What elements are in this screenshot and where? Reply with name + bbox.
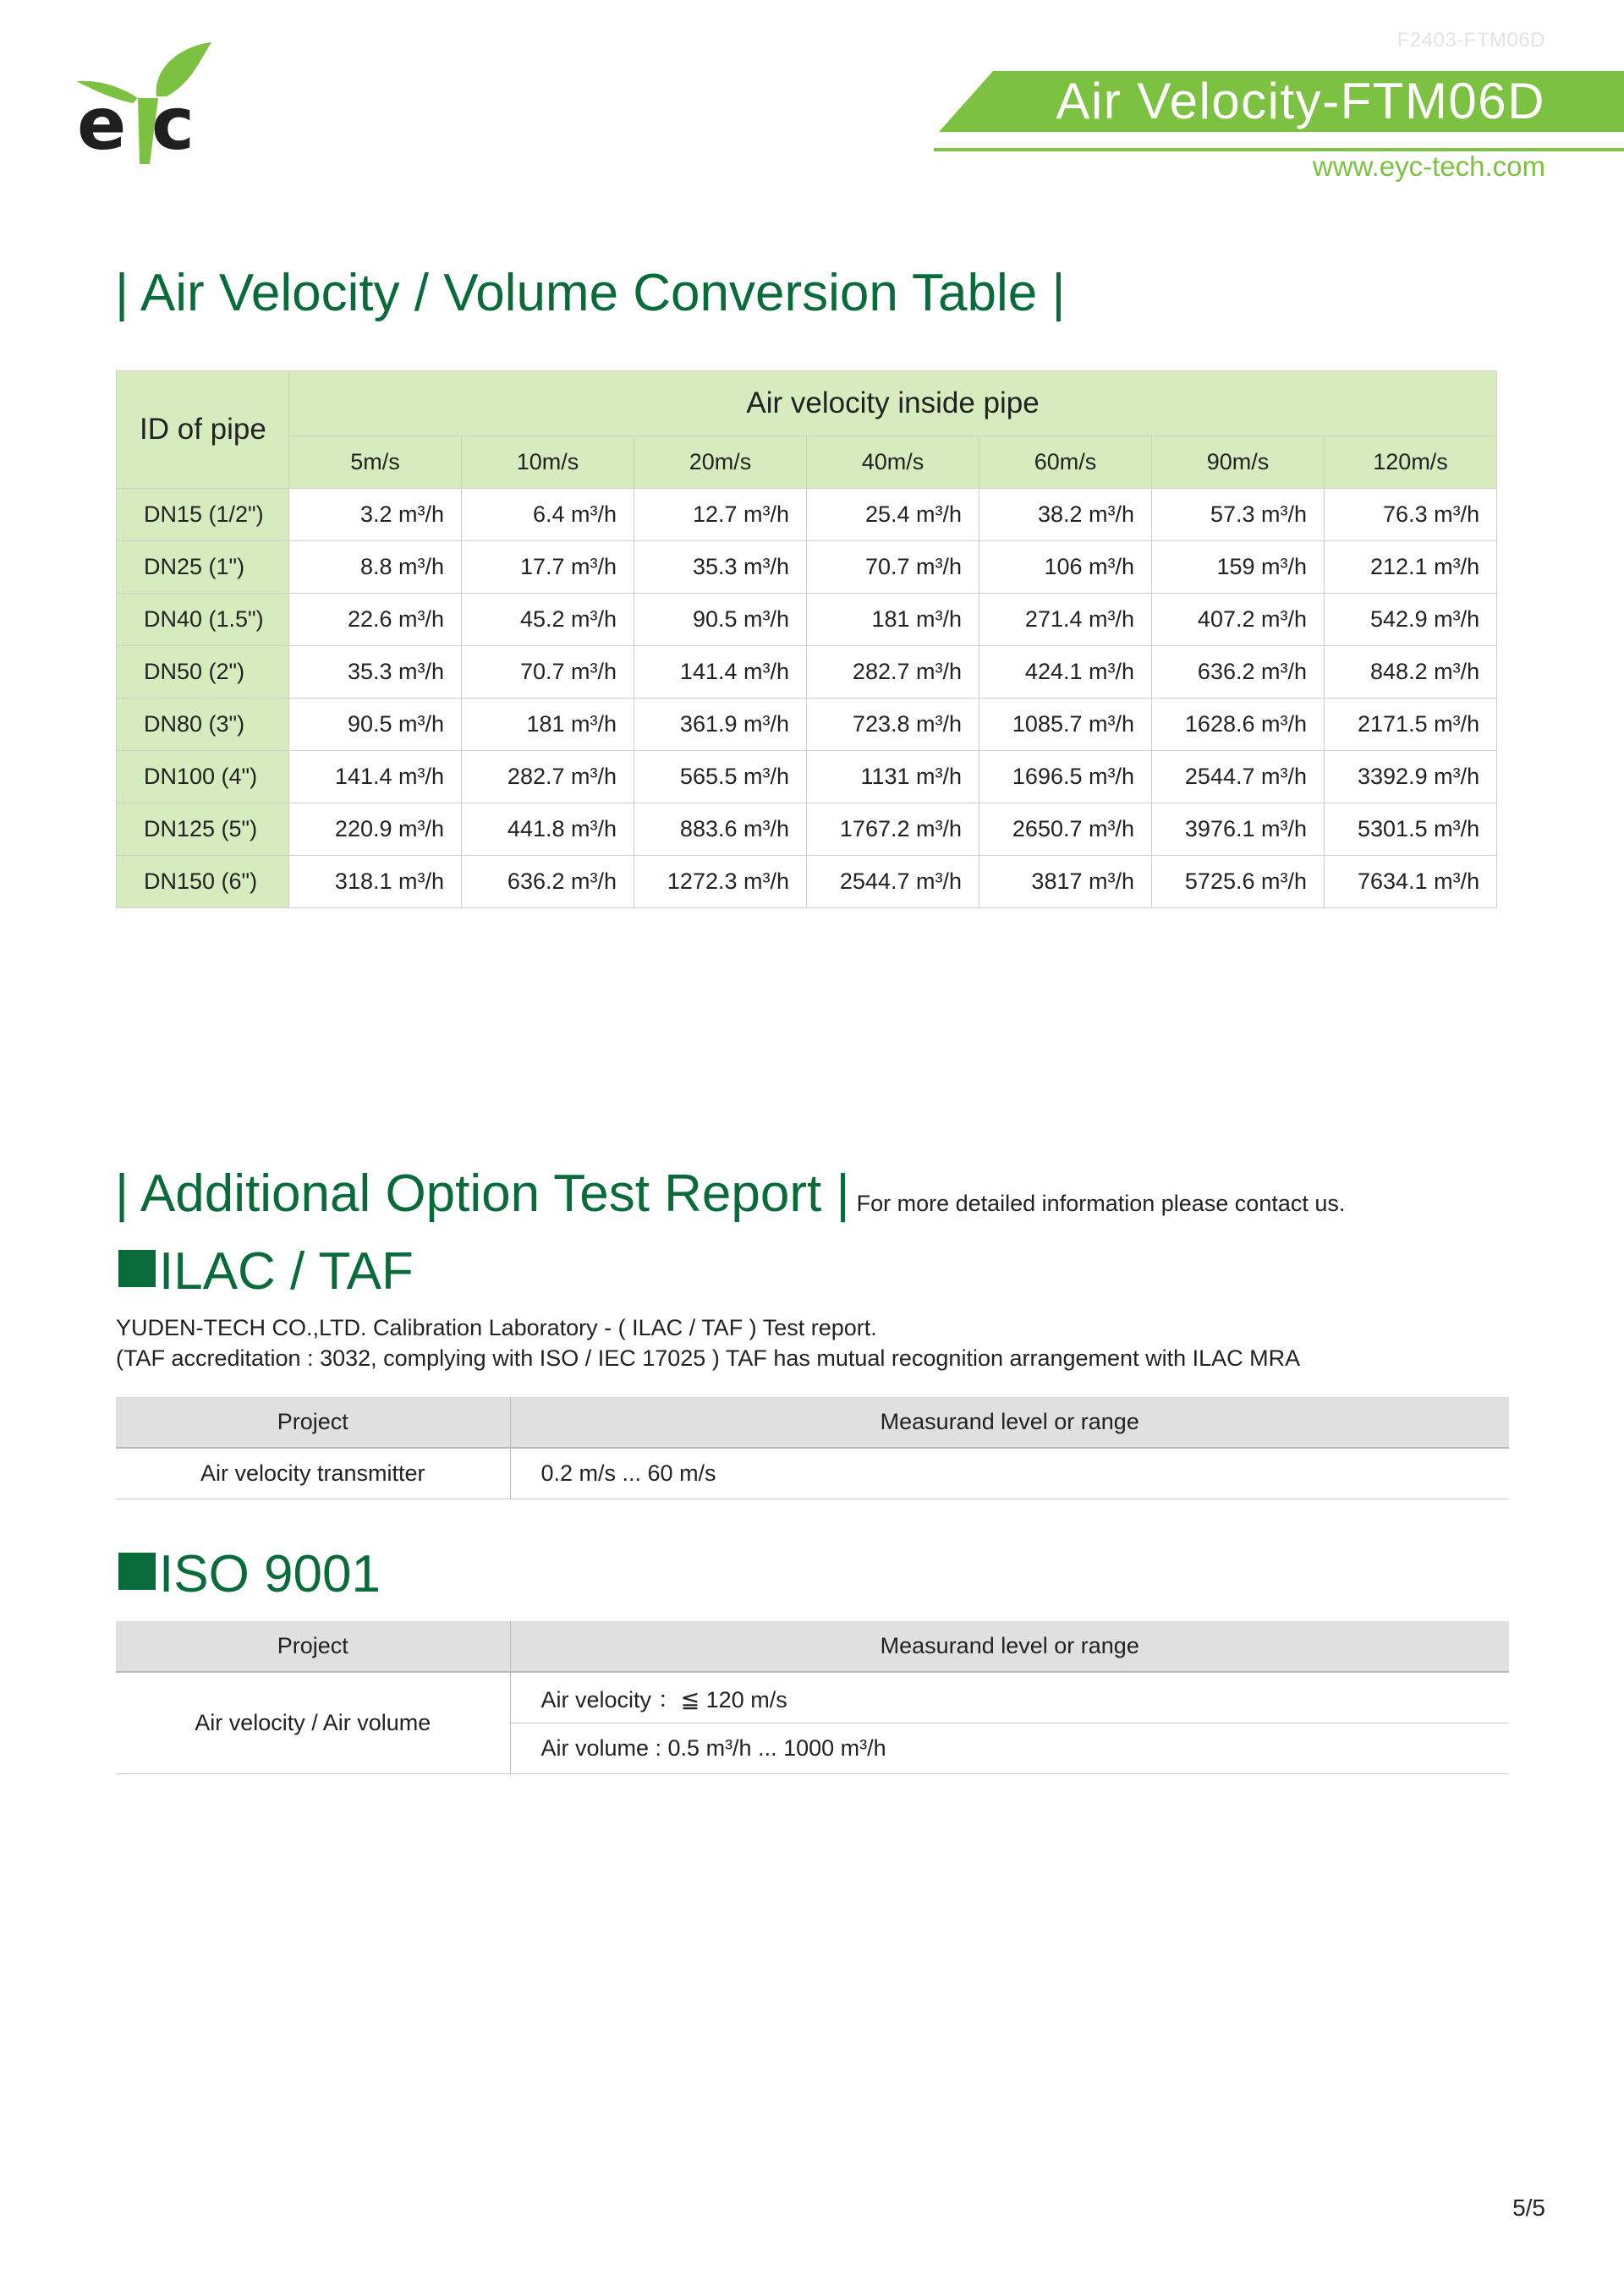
volume-cell: 38.2 m³/h xyxy=(979,489,1152,541)
iso-project-header: Project xyxy=(116,1621,510,1672)
ilac-description xyxy=(116,1312,1300,1373)
volume-cell: 35.3 m³/h xyxy=(634,541,807,594)
iso-project-cell: Air velocity / Air volume xyxy=(116,1672,510,1774)
pipe-size-cell: DN40 (1.5") xyxy=(117,594,289,646)
volume-cell: 212.1 m³/h xyxy=(1325,541,1497,594)
volume-cell: 723.8 m³/h xyxy=(807,699,979,751)
volume-cell: 636.2 m³/h xyxy=(462,856,634,908)
velocity-header-row xyxy=(117,436,1497,489)
ilac-heading-text: ILAC / TAF xyxy=(159,1242,414,1301)
website-link[interactable]: www.eyc-tech.com xyxy=(1312,151,1545,182)
volume-cell: 2171.5 m³/h xyxy=(1325,699,1497,751)
table-row xyxy=(116,1672,1509,1723)
table-row xyxy=(117,541,1497,594)
table-row xyxy=(116,1448,1509,1499)
iso-heading-text: ISO 9001 xyxy=(159,1545,381,1603)
iso-range-header: Measurand level or range xyxy=(510,1621,1509,1672)
volume-cell: 565.5 m³/h xyxy=(634,751,807,803)
volume-cell: 25.4 m³/h xyxy=(807,489,979,541)
table-row xyxy=(117,856,1497,908)
table-row xyxy=(117,699,1497,751)
volume-cell: 1628.6 m³/h xyxy=(1152,699,1325,751)
pipe-size-cell: DN25 (1") xyxy=(117,541,289,594)
volume-cell: 441.8 m³/h xyxy=(462,803,634,856)
ilac-line-2: (TAF accreditation : 3032, complying with ISO / IEC 17025 ) TAF has mutual recognition arrangement with ILAC MRA xyxy=(116,1345,1301,1371)
iso-range-cell-2: Air volume : 0.5 m³/h ... 1000 m³/h xyxy=(510,1723,1509,1774)
table-row xyxy=(117,646,1497,699)
volume-cell: 883.6 m³/h xyxy=(634,803,807,856)
volume-cell: 57.3 m³/h xyxy=(1152,489,1325,541)
volume-cell: 424.1 m³/h xyxy=(979,646,1152,699)
volume-cell: 76.3 m³/h xyxy=(1325,489,1497,541)
volume-cell: 70.7 m³/h xyxy=(462,646,634,699)
volume-cell: 3817 m³/h xyxy=(979,856,1152,908)
volume-cell: 181 m³/h xyxy=(807,594,979,646)
document-code: F2403-FTM06D xyxy=(1396,29,1545,52)
volume-cell: 636.2 m³/h xyxy=(1152,646,1325,699)
volume-cell: 8.8 m³/h xyxy=(289,541,462,594)
pipe-size-cell: DN80 (3") xyxy=(117,699,289,751)
volume-cell: 70.7 m³/h xyxy=(807,541,979,594)
ilac-line-1: YUDEN-TECH CO.,LTD. Calibration Laboratory - ( ILAC / TAF ) Test report. xyxy=(116,1315,877,1340)
volume-cell: 7634.1 m³/h xyxy=(1325,856,1497,908)
page-number: 5/5 xyxy=(1512,2195,1545,2221)
ilac-table xyxy=(116,1397,1509,1499)
pipe-size-cell: DN150 (6") xyxy=(117,856,289,908)
volume-cell: 5725.6 m³/h xyxy=(1152,856,1325,908)
green-square-icon xyxy=(118,1250,156,1287)
ilac-heading xyxy=(118,1242,414,1301)
volume-cell: 106 m³/h xyxy=(979,541,1152,594)
pipe-size-cell: DN50 (2") xyxy=(117,646,289,699)
id-of-pipe-header: ID of pipe xyxy=(117,371,289,489)
velocity-header-cell: 5m/s xyxy=(289,436,462,489)
volume-cell: 2650.7 m³/h xyxy=(979,803,1152,856)
pipe-size-cell: DN125 (5") xyxy=(117,803,289,856)
conversion-table-title: | Air Velocity / Volume Conversion Table | xyxy=(115,264,1066,322)
volume-cell: 542.9 m³/h xyxy=(1325,594,1497,646)
iso-table xyxy=(116,1621,1509,1774)
volume-cell: 271.4 m³/h xyxy=(979,594,1152,646)
volume-cell: 35.3 m³/h xyxy=(289,646,462,699)
ilac-range-header: Measurand level or range xyxy=(510,1397,1509,1448)
volume-cell: 282.7 m³/h xyxy=(807,646,979,699)
volume-cell: 141.4 m³/h xyxy=(289,751,462,803)
ilac-project-cell: Air velocity transmitter xyxy=(116,1448,510,1499)
test-report-title: | Additional Option Test Report | xyxy=(115,1164,850,1223)
table-row xyxy=(117,594,1497,646)
contact-note: For more detailed information please contact us. xyxy=(856,1191,1346,1216)
pipe-size-cell: DN100 (4") xyxy=(117,751,289,803)
volume-cell: 1767.2 m³/h xyxy=(807,803,979,856)
volume-cell: 22.6 m³/h xyxy=(289,594,462,646)
volume-cell: 141.4 m³/h xyxy=(634,646,807,699)
volume-cell: 6.4 m³/h xyxy=(462,489,634,541)
volume-cell: 17.7 m³/h xyxy=(462,541,634,594)
product-title: Air Velocity-FTM06D xyxy=(1056,73,1545,129)
conversion-table-body xyxy=(117,489,1497,908)
velocity-header-cell: 90m/s xyxy=(1152,436,1325,489)
volume-cell: 1085.7 m³/h xyxy=(979,699,1152,751)
volume-cell: 848.2 m³/h xyxy=(1325,646,1497,699)
volume-cell: 361.9 m³/h xyxy=(634,699,807,751)
volume-cell: 3976.1 m³/h xyxy=(1152,803,1325,856)
volume-cell: 318.1 m³/h xyxy=(289,856,462,908)
table-row xyxy=(117,803,1497,856)
pipe-size-cell: DN15 (1/2") xyxy=(117,489,289,541)
volume-cell: 3392.9 m³/h xyxy=(1325,751,1497,803)
volume-cell: 45.2 m³/h xyxy=(462,594,634,646)
volume-cell: 3.2 m³/h xyxy=(289,489,462,541)
volume-cell: 1272.3 m³/h xyxy=(634,856,807,908)
velocity-header-cell: 20m/s xyxy=(634,436,807,489)
volume-cell: 2544.7 m³/h xyxy=(1152,751,1325,803)
svg-text:e: e xyxy=(77,82,127,167)
volume-cell: 90.5 m³/h xyxy=(634,594,807,646)
eyc-logo xyxy=(72,37,216,168)
volume-cell: 2544.7 m³/h xyxy=(807,856,979,908)
air-velocity-group-header: Air velocity inside pipe xyxy=(289,371,1497,436)
volume-cell: 159 m³/h xyxy=(1152,541,1325,594)
volume-cell: 220.9 m³/h xyxy=(289,803,462,856)
table-row xyxy=(117,751,1497,803)
volume-cell: 1696.5 m³/h xyxy=(979,751,1152,803)
ilac-project-header: Project xyxy=(116,1397,510,1448)
iso-heading xyxy=(118,1545,381,1603)
velocity-header-cell: 120m/s xyxy=(1325,436,1497,489)
ilac-range-cell: 0.2 m/s ... 60 m/s xyxy=(510,1448,1509,1499)
volume-cell: 181 m³/h xyxy=(462,699,634,751)
velocity-header-cell: 40m/s xyxy=(807,436,979,489)
volume-cell: 12.7 m³/h xyxy=(634,489,807,541)
volume-cell: 1131 m³/h xyxy=(807,751,979,803)
table-row xyxy=(117,489,1497,541)
iso-range-cell-1: Air velocity ：≦ 120 m/s xyxy=(510,1672,1509,1723)
conversion-table xyxy=(116,370,1497,908)
svg-text:c: c xyxy=(151,82,195,167)
velocity-header-cell: 10m/s xyxy=(462,436,634,489)
volume-cell: 5301.5 m³/h xyxy=(1325,803,1497,856)
test-report-title-line xyxy=(115,1164,1346,1223)
volume-cell: 90.5 m³/h xyxy=(289,699,462,751)
volume-cell: 282.7 m³/h xyxy=(462,751,634,803)
volume-cell: 407.2 m³/h xyxy=(1152,594,1325,646)
velocity-header-cell: 60m/s xyxy=(979,436,1152,489)
green-square-icon xyxy=(118,1553,156,1590)
